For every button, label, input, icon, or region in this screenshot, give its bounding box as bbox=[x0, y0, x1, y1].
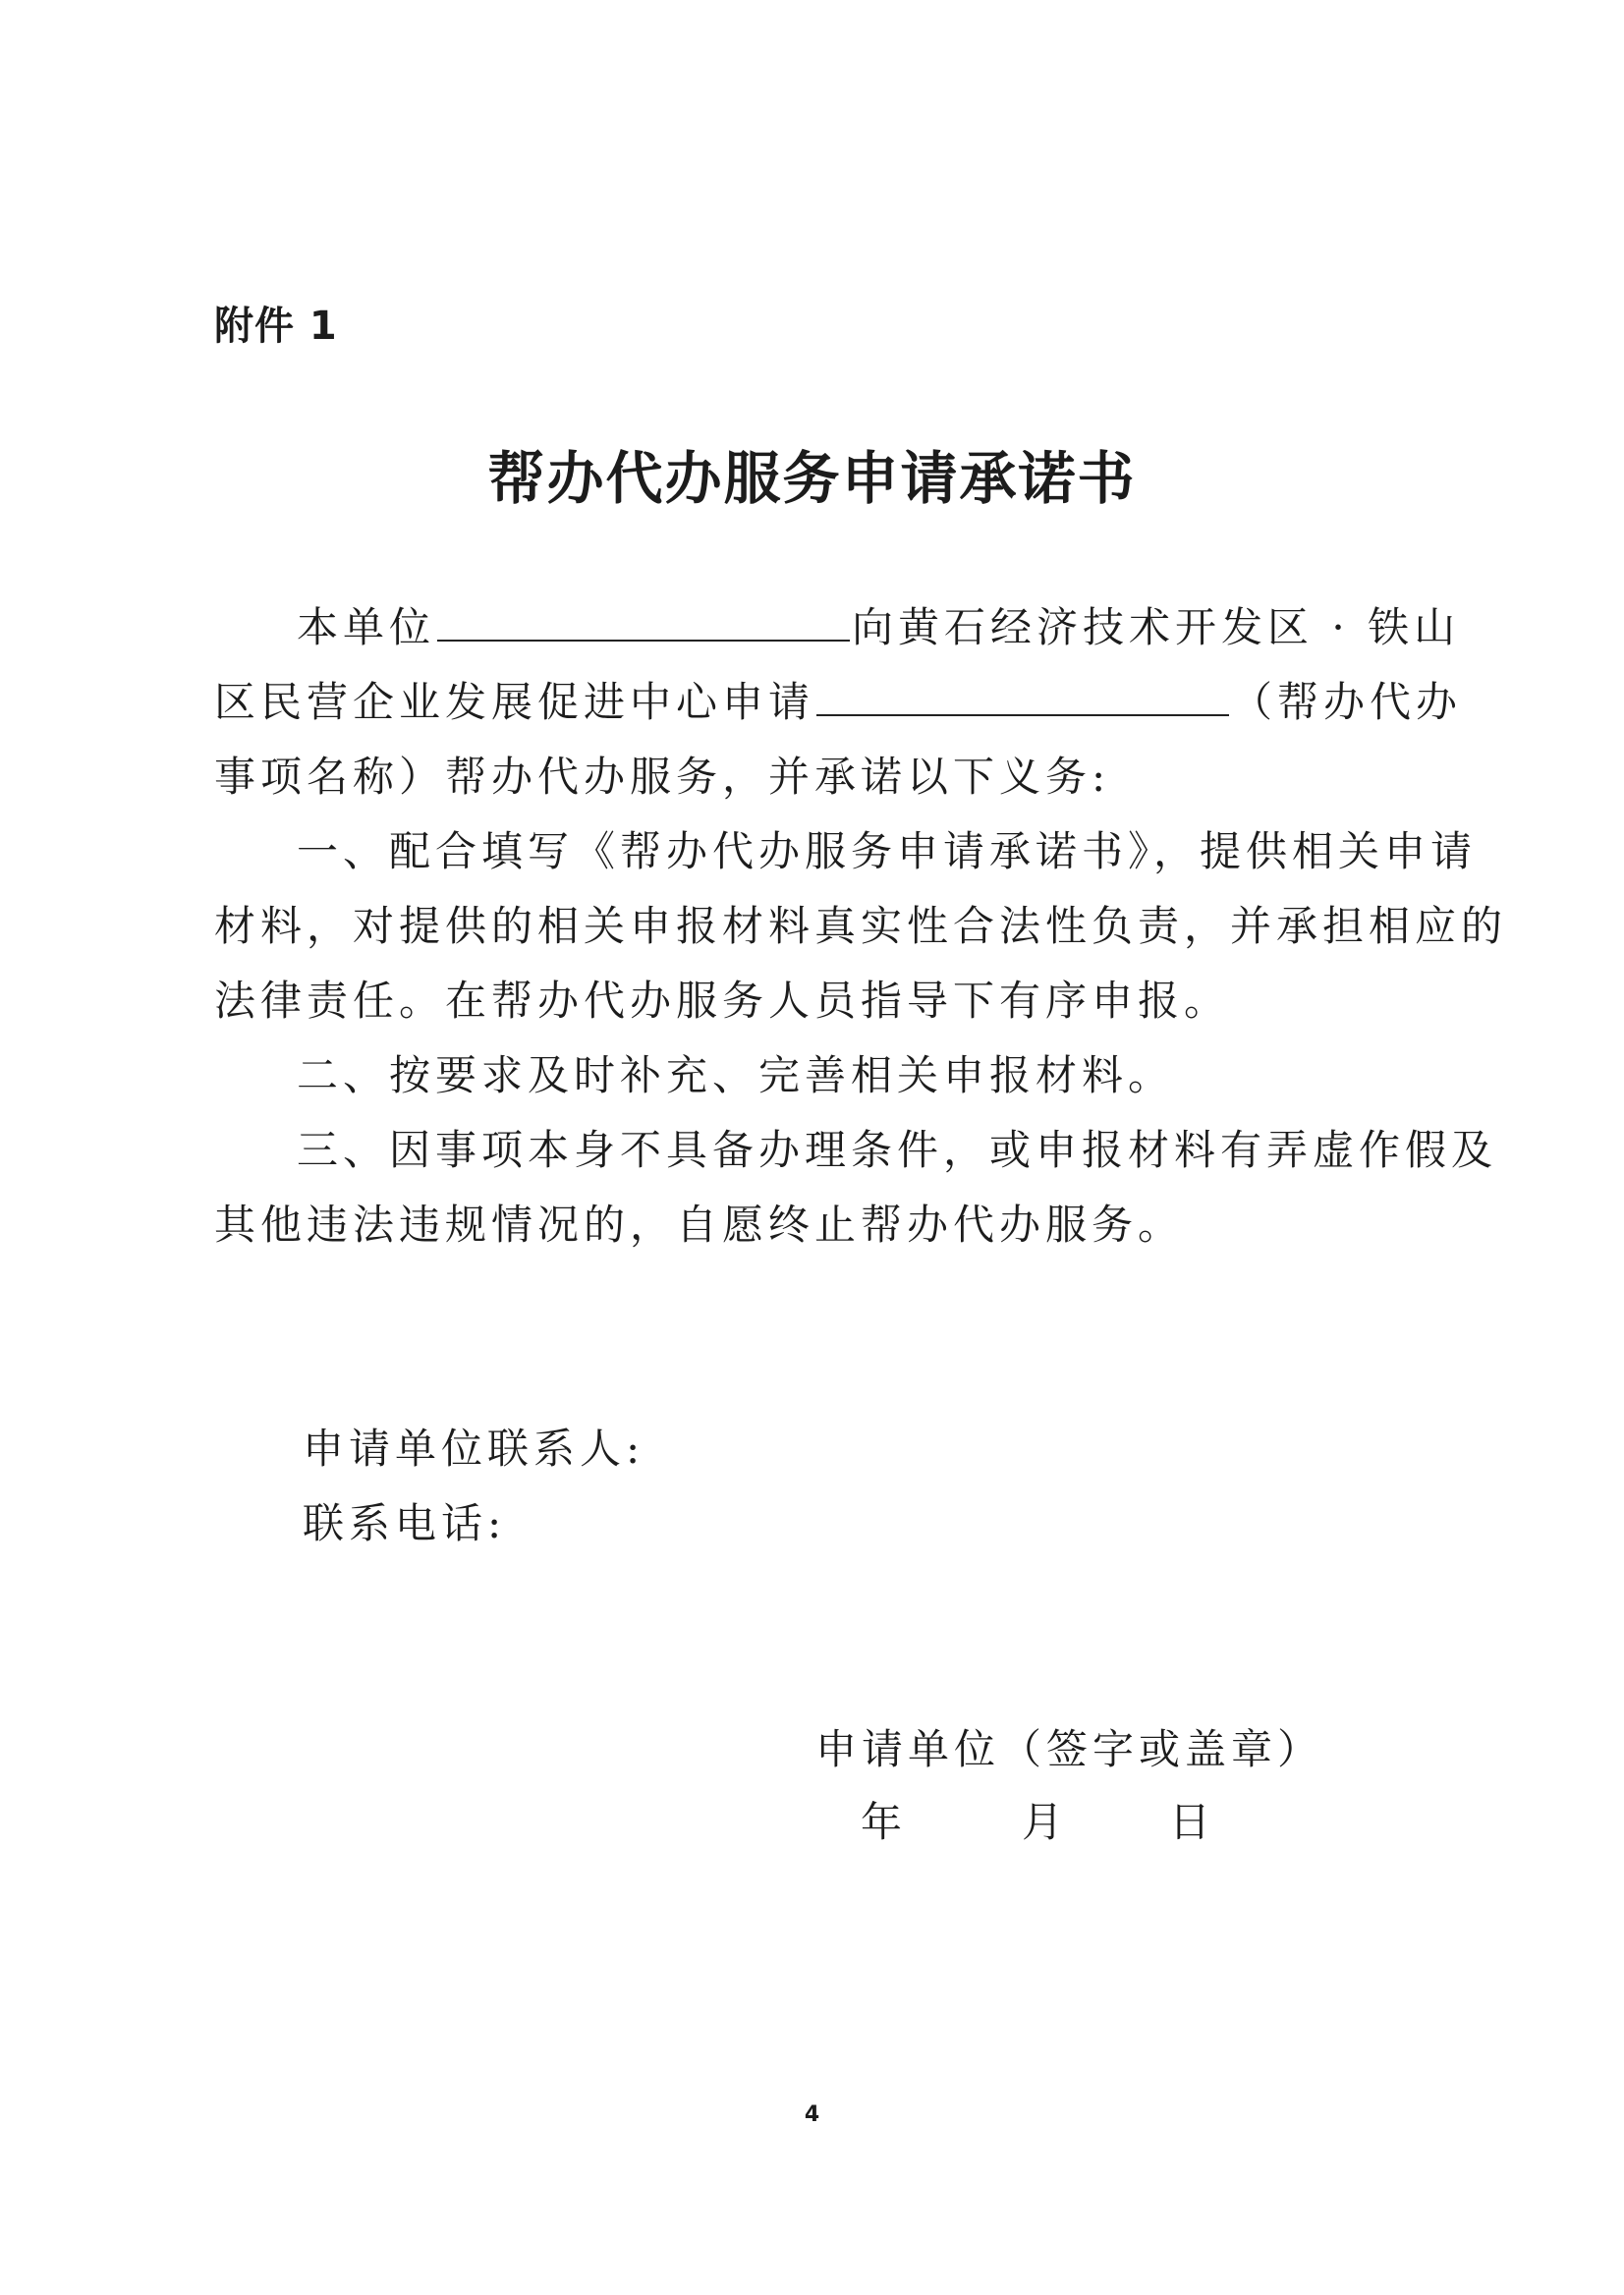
service-item-blank[interactable] bbox=[816, 675, 1229, 716]
attachment-label: 附件 1 bbox=[214, 304, 338, 349]
intro-line-3: 事项名称）帮办代办服务，并承诺以下义务: bbox=[214, 753, 1111, 801]
page-number: 4 bbox=[804, 2102, 820, 2127]
applicant-signature-label: 申请单位（签字或盖章） bbox=[815, 1725, 1324, 1773]
day-label: 日 bbox=[1169, 1798, 1211, 1846]
intro-line-1-start: 本单位 bbox=[297, 603, 436, 651]
document-title: 帮办代办服务申请承诺书 bbox=[487, 445, 1137, 512]
item2-line-1: 二、按要求及时补充、完善相关申报材料。 bbox=[297, 1051, 1175, 1099]
intro-line-2-end: （帮办代办 bbox=[1231, 678, 1463, 726]
intro-line-2-start: 区民营企业发展促进中心申请 bbox=[214, 678, 815, 726]
unit-name-blank[interactable] bbox=[437, 600, 850, 642]
item1-line-1: 一、配合填写《帮办代办服务申请承诺书》，提供相关申请 bbox=[297, 827, 1478, 875]
intro-line-1-end: 向黄石经济技术开发区 · 铁山 bbox=[852, 603, 1461, 651]
item1-line-2: 材料，对提供的相关申报材料真实性合法性负责，并承担相应的 bbox=[214, 902, 1508, 950]
intro-line-2 bbox=[214, 674, 1463, 731]
year-label: 年 bbox=[861, 1798, 903, 1846]
contact-person-label: 申请单位联系人: bbox=[303, 1425, 645, 1473]
month-label: 月 bbox=[1022, 1798, 1064, 1846]
phone-label: 联系电话: bbox=[303, 1499, 507, 1547]
item3-line-2: 其他违法违规情况的，自愿终止帮办代办服务。 bbox=[214, 1201, 1185, 1249]
intro-line-1 bbox=[214, 599, 1461, 656]
item3-line-1: 三、因事项本身不具备办理条件，或申报材料有弄虚作假及 bbox=[297, 1126, 1498, 1174]
item1-line-3: 法律责任。在帮办代办服务人员指导下有序申报。 bbox=[214, 977, 1231, 1025]
